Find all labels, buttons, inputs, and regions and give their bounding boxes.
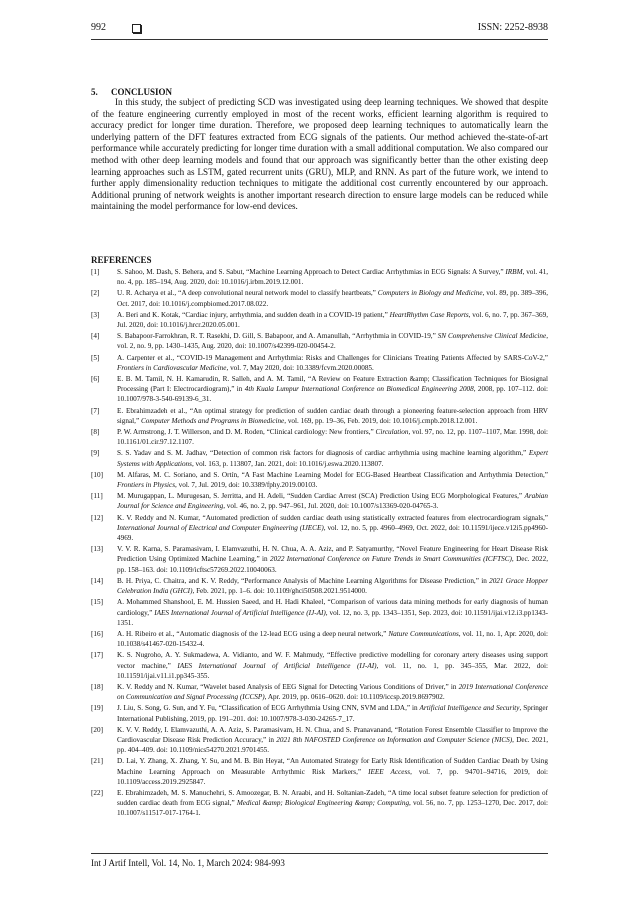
reference-authors-title: D. Lai, Y. Zhang, X. Zhang, Y. Su, and M. B. Bin Heyat, “An Automated Strategy for Early Risk Identification of Sudden Cardiac Death by Using Machine Learning Approach on Measurable Arrhythmic Risk Markers,” xyxy=(117,757,548,776)
reference-item xyxy=(91,756,548,787)
reference-authors-title: E. Ebrahimzadeh, M. S. Manuchehri, S. Amoozegar, B. N. Araabi, and H. Soltanian-Zadeh, “A time local subset feature selection for prediction of sudden cardiac death from ECG signal,” xyxy=(117,788,548,808)
reference-number: [18] xyxy=(91,682,103,691)
reference-authors-title: K. S. Nugroho, A. Y. Sukmadewa, A. Vidianto, and W. F. Mahmudy, “Effective predictive modelling for coronary artery diseases using support vector machine,” xyxy=(117,651,548,670)
reference-number: [21] xyxy=(91,757,103,766)
reference-details: , vol. 7, pp. 94701–94716, 2019, doi: 10.1109/access.2019.2925847. xyxy=(117,767,549,786)
section-heading xyxy=(91,87,172,97)
reference-list xyxy=(91,267,548,820)
reference-details: , Dec. 2022, pp. 158–163. doi: 10.1109/icftsc57269.2022.10040063. xyxy=(117,555,548,574)
reference-item xyxy=(91,513,548,544)
reference-details: , vol. 89, pp. 389–396, Oct. 2017, doi: 10.1016/j.compbiomed.2017.08.022. xyxy=(117,289,549,308)
reference-venue: SN Comprehensive Clinical Medicine xyxy=(437,332,547,341)
footer-rule xyxy=(91,853,548,854)
reference-item xyxy=(91,576,548,596)
reference-details: , 2008, pp. 107–112. doi: 10.1007/978-3-540-69139-6_31. xyxy=(117,385,548,404)
reference-details: , vol. 169, pp. 19–36, Feb. 2019, doi: 10.1016/j.cmpb.2018.12.001. xyxy=(284,416,478,425)
references-heading: REFERENCES xyxy=(91,255,152,265)
reference-authors-title: K. V. Reddy and N. Kumar, “Automated prediction of sudden cardiac death using statistically extracted features from electrocardiogram signals,” xyxy=(117,513,548,522)
reference-number: [6] xyxy=(91,375,100,384)
reference-number: [17] xyxy=(91,651,103,660)
reference-venue: Nature Communications xyxy=(388,629,459,638)
reference-number: [11] xyxy=(91,492,103,501)
reference-authors-title: S. Babapoor-Farrokhran, R. T. Rasekhi, D. Gill, S. Babapoor, and A. Amanullah, “Arrhythmia in COVID-19,” xyxy=(117,332,438,341)
reference-item xyxy=(91,267,548,287)
reference-item xyxy=(91,448,548,468)
running-header xyxy=(91,22,548,38)
reference-venue: Medical &amp; Biological Engineering &amp; Computing xyxy=(236,799,410,808)
reference-number: [15] xyxy=(91,598,103,607)
page-number: 992 xyxy=(91,22,106,33)
reference-details: , vol. 6, no. 7, pp. 367–369, Jul. 2020, doi: 10.1016/j.hrcr.2020.05.001. xyxy=(117,310,548,330)
reference-item xyxy=(91,629,548,649)
reference-authors-title: M. Murugappan, L. Murugesan, S. Jerritta, and H. Adeli, “Sudden Cardiac Arrest (SCA) Prediction Using ECG Morphological Features,” xyxy=(117,492,525,501)
reference-venue: Circulation xyxy=(375,428,409,437)
reference-venue: Computers in Biology and Medicine xyxy=(377,289,483,298)
reference-venue: Frontiers in Cardiovascular Medicine xyxy=(117,363,227,372)
reference-authors-title: S. S. Yadav and S. M. Jadhav, “Detection of common risk factors for diagnosis of cardiac arrhythmia using machine learning algorithm,” xyxy=(117,449,529,458)
reference-item xyxy=(91,491,548,511)
reference-authors-title: E. B. M. Tamil, N. H. Kamarudin, R. Salleh, and A. M. Tamil, “A Review on Feature Extraction &amp; Classification Techniques for Biosignal Processing (Part I: Electrocardiogram),” in xyxy=(117,375,548,394)
reference-authors-title: K. V. V. Reddy, I. Elamvazuthi, A. A. Aziz, S. Paramasivam, H. N. Chua, and S. Pranavanand, “Rotation Forest Ensemble Classifier to Improve the Cardiovascular Disease Risk Prediction Accuracy,” in xyxy=(117,725,548,744)
reference-details: , vol. 7, May 2020, doi: 10.3389/fcvm.2020.00085. xyxy=(226,363,374,372)
reference-details: , Springer International Publishing, 2019, pp. 191–201. doi: 10.1007/978-3-030-24265-7_17. xyxy=(117,704,548,723)
reference-details: , vol. 97, no. 12, pp. 1107–1107, Mar. 1998, doi: 10.1161/01.cir.97.12.1107. xyxy=(117,428,548,447)
section-title: CONCLUSION xyxy=(111,87,173,97)
reference-venue: IAES International Journal of Artificial Intelligence (IJ-AI) xyxy=(154,608,326,617)
header-rule xyxy=(91,39,548,40)
reference-number: [22] xyxy=(91,788,103,797)
reference-venue: Artificial Intelligence and Security xyxy=(419,704,520,713)
reference-number: [19] xyxy=(91,704,103,713)
reference-number: [12] xyxy=(91,513,103,522)
reference-authors-title: A. H. Ribeiro et al., “Automatic diagnosis of the 12-lead ECG using a deep neural network,” xyxy=(117,629,389,638)
section-number: 5. xyxy=(91,87,98,97)
reference-authors-title: A. Beri and K. Kotak, “Cardiac injury, arrhythmia, and sudden death in a COVID-19 patient,” xyxy=(117,310,390,319)
reference-number: [14] xyxy=(91,576,103,585)
reference-venue: 2021 Grace Hopper Celebration India (GHCI) xyxy=(117,576,549,596)
reference-number: [20] xyxy=(91,725,103,734)
reference-item xyxy=(91,331,548,351)
reference-details: , vol. 56, no. 7, pp. 1253–1270, Dec. 2017, doi: 10.1007/s11517-017-1764-1. xyxy=(117,799,548,818)
reference-details: , vol. 12, no. 3, pp. 1343–1351, Sep. 2023, doi: 10.11591/ijai.v12.i3.pp1343-1351. xyxy=(117,608,548,627)
reference-item xyxy=(91,788,548,819)
reference-authors-title: V. V. R. Karna, S. Paramasivam, I. Elamvazuthi, H. N. Chua, A. A. Aziz, and P. Satyamurthy, “Novel Feature Engineering for Heart Disease Risk Prediction Using Optimized Machine Learning,” in xyxy=(117,545,548,564)
reference-venue: IEEE Access xyxy=(368,767,411,776)
reference-item xyxy=(91,427,548,447)
reference-venue: 2022 International Conference on Future Trends in Smart Communities (ICFTSC) xyxy=(270,555,512,564)
reference-authors-title: J. Liu, S. Song, G. Sun, and Y. Fu, “Classification of ECG Arrhythmia Using CNN, SVM and LDA,” in xyxy=(117,704,420,713)
reference-item xyxy=(91,544,548,575)
reference-details: , Dec. 2021, pp. 404–409. doi: 10.1109/nics54270.2021.9701455. xyxy=(117,735,548,755)
reference-item xyxy=(91,310,548,330)
conclusion-paragraph: In this study, the subject of predicting SCD was investigated using deep learning techniques. We showed that despite of the feature engineering currently employed in most of the recent works, efficient learning algorithm is required to accuracy predict for longer time duration. Therefore, we proposed deep learning techniques to automatically learn the underlying pattern of the DFT features extracted from ECG signals of the patients. Our method achieved the-state-of-art performance while accurately predicting for longer time duration with a small additional computation. We also compared our method with other deep learning models and found that our approach was significantly better than the other existing deep learning approaches such as LSTM, gated recurrent units (GRU), MLP, and RNN. As part of the future work, we intend to further apply dimensionality reduction techniques to mitigate the additional cost currently encountered by our approach. Additional pruning of network weights is another important research direction to ensure large models can be reduced while maintaining the model performance for low-end devices. xyxy=(91,97,548,212)
reference-venue: IAES International Journal of Artificial Intelligence (IJ-AI) xyxy=(177,661,377,670)
reference-number: [2] xyxy=(91,289,100,298)
reference-venue: 2019 International Conference on Communication and Signal Processing (ICCSP) xyxy=(117,682,548,702)
reference-number: [5] xyxy=(91,353,100,362)
reference-authors-title: K. V. Reddy and N. Kumar, “Wavelet based Analysis of EEG Signal for Detecting Various Conditions of Driver,” in xyxy=(117,682,459,691)
reference-item xyxy=(91,682,548,702)
reference-details: , Feb. 2021, pp. 1–6. doi: 10.1109/ghci50508.2021.9514000. xyxy=(192,587,367,596)
reference-authors-title: P. W. Armstrong, J. T. Willerson, and D. M. Roden, “Clinical cardiology: New frontiers,” xyxy=(117,428,376,437)
reference-details: , vol. 2, no. 9, pp. 1430–1435, Aug. 2020, doi: 10.1007/s42399-020-00454-2. xyxy=(117,332,548,351)
reference-details: , vol. 46, no. 2, pp. 947–961, Jul. 2020, doi: 10.1007/s13369-020-04765-3. xyxy=(223,502,439,511)
reference-number: [10] xyxy=(91,470,103,479)
reference-number: [13] xyxy=(91,545,103,554)
reference-venue: Arabian Journal for Science and Engineering xyxy=(117,492,548,511)
reference-details: , vol. 11, no. 1, Apr. 2020, doi: 10.1038/s41467-020-15432-4. xyxy=(117,629,549,649)
reference-venue: Computer Methods and Programs in Biomedicine xyxy=(140,416,285,425)
reference-venue: IRBM xyxy=(505,268,523,276)
reference-details: , Apr. 2019, pp. 0616–0620. doi: 10.1109/iccsp.2019.8697902. xyxy=(264,693,445,702)
reference-details: , vol. 41, no. 4, pp. 185–194, Aug. 2020, doi: 10.1016/j.irbm.2019.12.001. xyxy=(117,268,548,287)
issn-label: ISSN: 2252-8938 xyxy=(477,22,548,33)
reference-authors-title: A. Carpenter et al., “COVID-19 Management and Arrhythmia: Risks and Challenges for Clinicians Treating Patients Affected by SARS-CoV-2,” xyxy=(117,353,548,362)
reference-details: , vol. 12, no. 5, pp. 4960–4969, Oct. 2022, doi: 10.11591/ijece.v12i5.pp4960-4969. xyxy=(117,523,548,543)
reference-venue: HeartRhythm Case Reports xyxy=(389,310,469,319)
square-bullet-icon xyxy=(132,24,141,33)
reference-details: , vol. 163, p. 113807, Jan. 2021, doi: 10.1016/j.eswa.2020.113807. xyxy=(191,459,384,468)
reference-authors-title: U. R. Acharya et al., “A deep convolutional neural network model to classify heartbeats,” xyxy=(117,289,378,298)
reference-item xyxy=(91,374,548,405)
reference-item xyxy=(91,597,548,628)
reference-authors-title: A. Mohammed Shanshool, E. M. Hussien Saeed, and H. Hadi Khaleel, “Comparison of various data mining methods for early diagnosis of human cardiology,” xyxy=(117,598,548,617)
reference-authors-title: S. Sahoo, M. Dash, S. Behera, and S. Sabut, “Machine Learning Approach to Detect Cardiac Arrhythmias in ECG Signals: A Survey,” xyxy=(117,268,506,276)
reference-number: [8] xyxy=(91,428,100,437)
reference-item xyxy=(91,353,548,373)
reference-number: [1] xyxy=(91,268,100,276)
reference-number: [7] xyxy=(91,406,100,415)
reference-item xyxy=(91,470,548,490)
reference-item xyxy=(91,725,548,756)
reference-details: , vol. 7, Jul. 2019, doi: 10.3389/fphy.2019.00103. xyxy=(175,481,318,490)
reference-authors-title: B. H. Priya, C. Chaitra, and K. V. Reddy, “Performance Analysis of Machine Learning Algorithms for Disease Prediction,” in xyxy=(117,576,490,585)
running-footer: Int J Artif Intell, Vol. 14, No. 1, March 2024: 984-993 xyxy=(91,858,285,868)
reference-number: [3] xyxy=(91,310,100,319)
reference-number: [16] xyxy=(91,629,103,638)
reference-item xyxy=(91,650,548,681)
reference-venue: Expert Systems with Applications xyxy=(117,449,548,468)
reference-item xyxy=(91,406,548,426)
reference-authors-title: M. Alfaras, M. C. Soriano, and S. Ortín, “A Fast Machine Learning Model for ECG-Based Heartbeat Classification and Arrhythmia Detection,” xyxy=(117,470,548,479)
reference-venue: International Journal of Electrical and Computer Engineering (IJECE) xyxy=(117,523,324,532)
reference-details: , vol. 11, no. 1, pp. 345–355, Mar. 2022, doi: 10.11591/ijai.v11.i1.pp345-355. xyxy=(117,661,548,680)
reference-item xyxy=(91,703,548,723)
reference-authors-title: E. Ebrahimzadeh et al., “An optimal strategy for prediction of sudden cardiac death through a pioneering feature-selection approach from HRV signal,” xyxy=(117,406,548,425)
reference-item xyxy=(91,288,548,308)
reference-number: [4] xyxy=(91,332,100,341)
reference-venue: Frontiers in Physics xyxy=(117,481,176,490)
reference-number: [9] xyxy=(91,449,100,458)
reference-venue: 2021 8th NAFOSTED Conference on Information and Computer Science (NICS) xyxy=(276,735,513,744)
reference-venue: 4th Kuala Lumpur International Conference on Biomedical Engineering 2008 xyxy=(244,385,474,394)
